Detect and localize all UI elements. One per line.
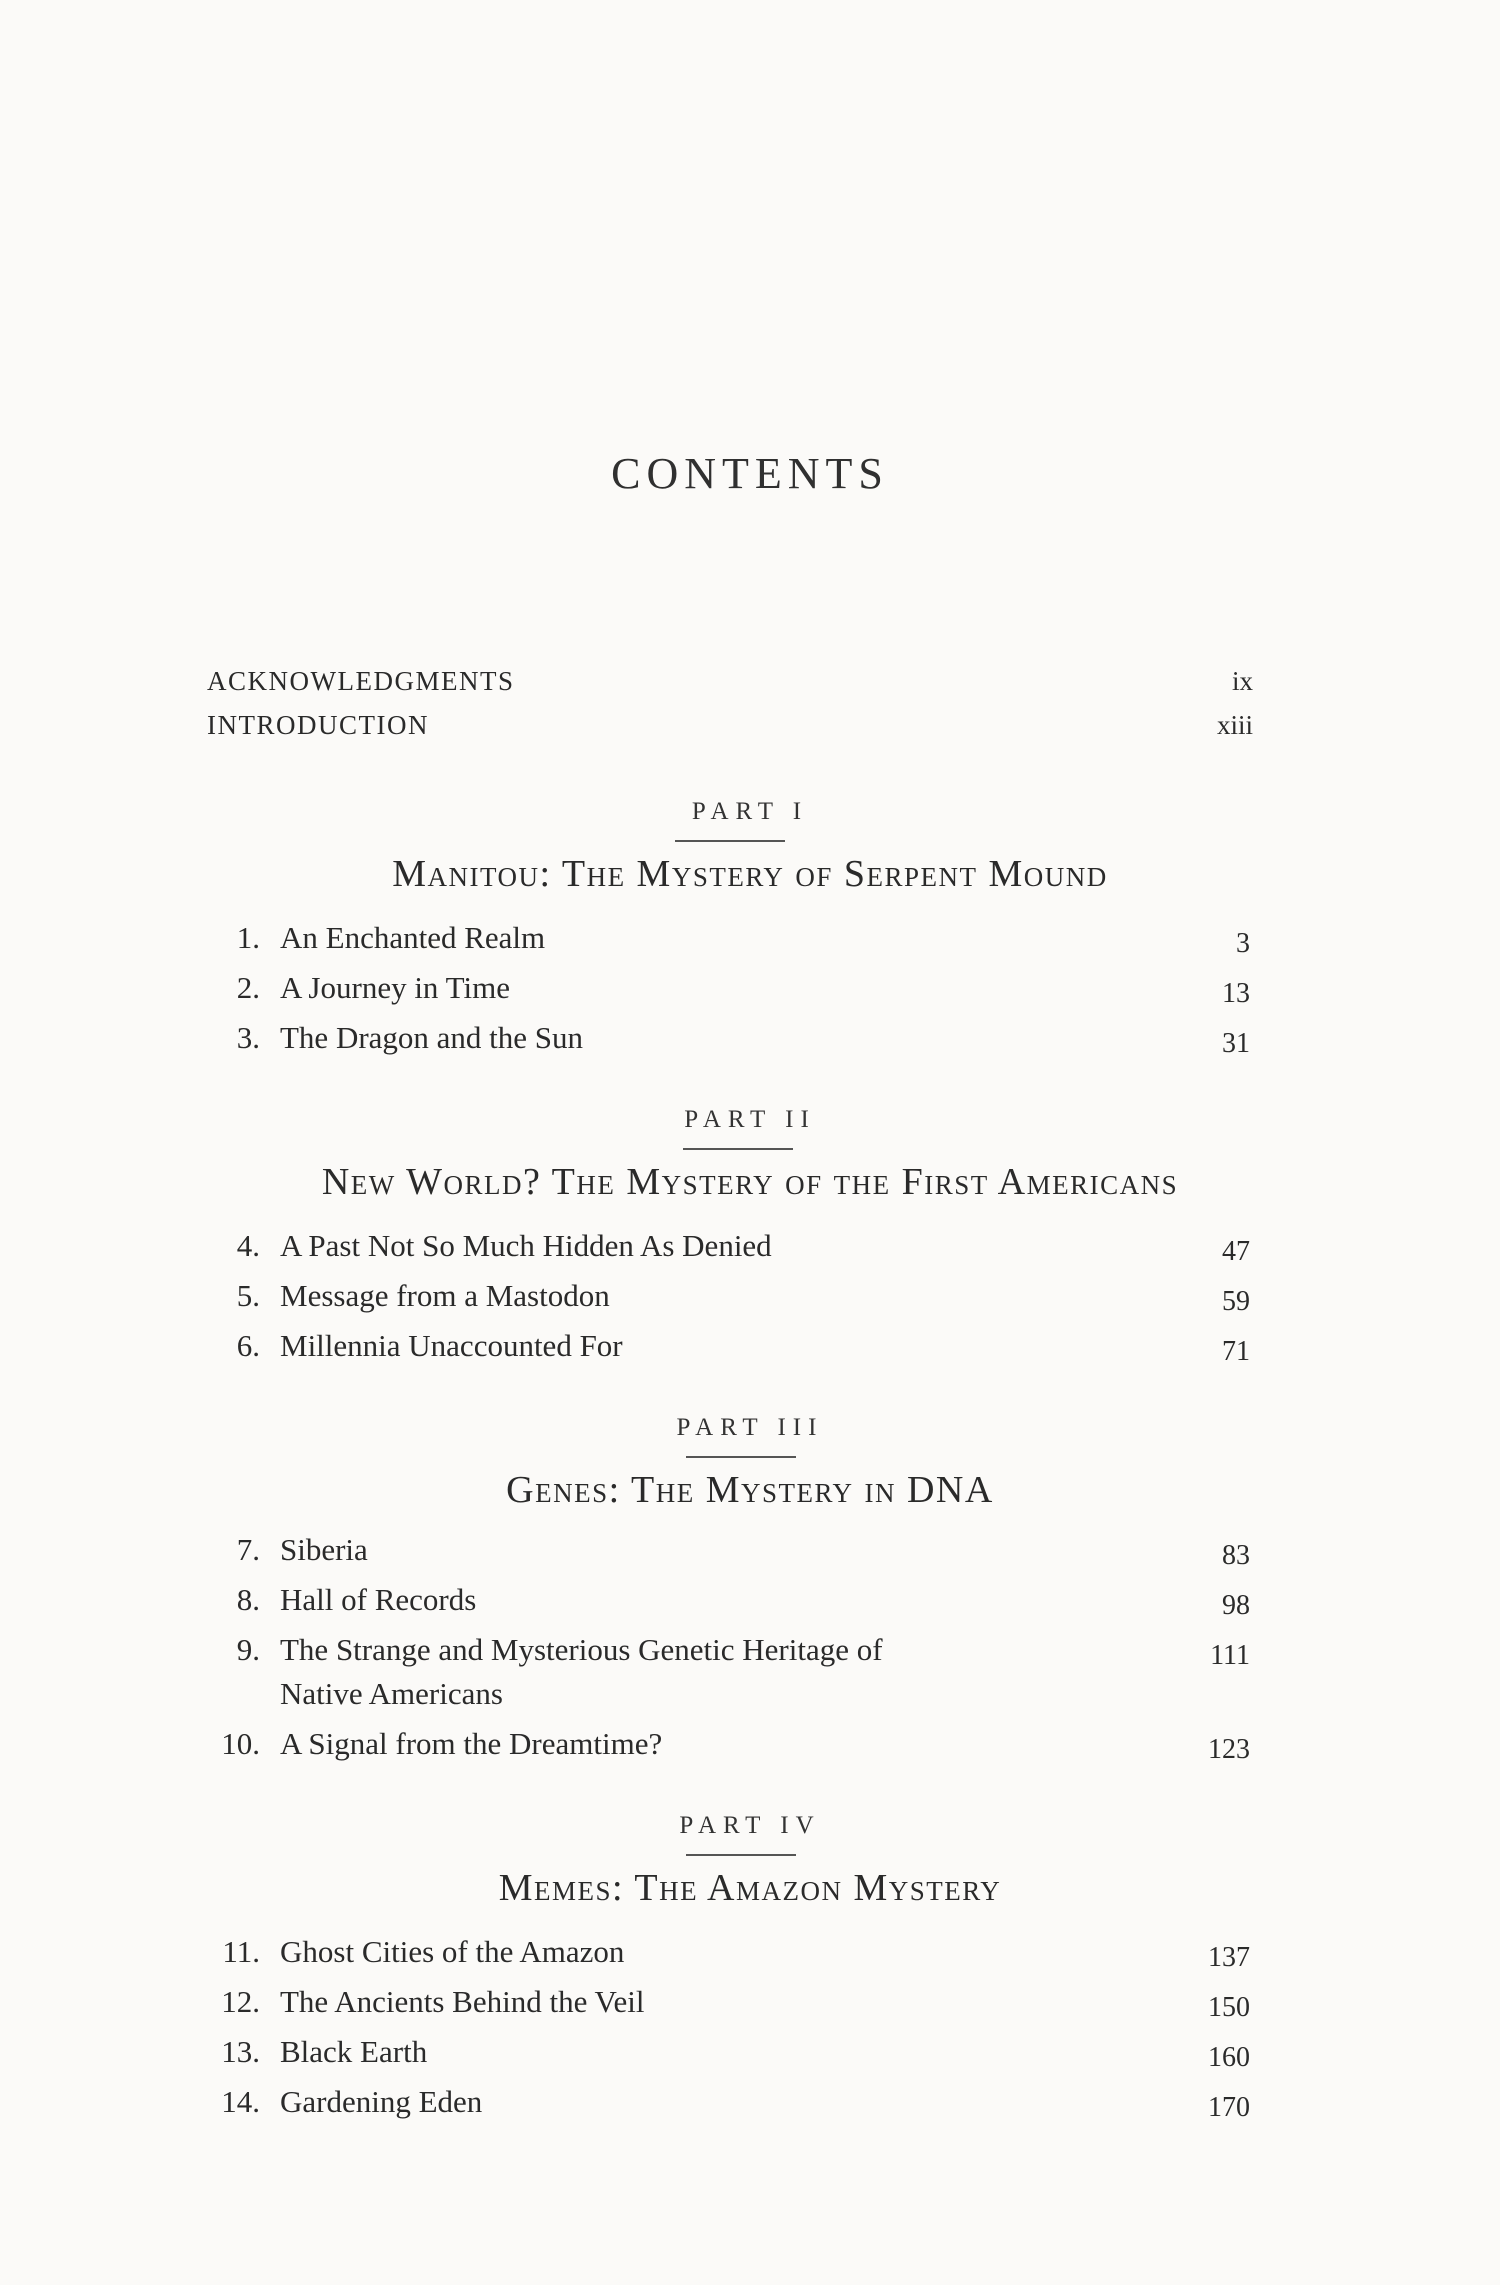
chapter-page: 137 [1208,1942,1250,1973]
chapter-title: A Signal from the Dreamtime? [280,1726,663,1761]
chapter-page: 71 [1222,1336,1250,1367]
part-title: Genes: The Mystery in DNA [506,1469,994,1511]
chapter-number: 2. [236,970,260,1005]
chapter-number: 3. [236,1020,260,1055]
part-divider [683,1148,793,1150]
toc-entry-label: INTRODUCTION [207,710,429,740]
toc-entry-introduction[interactable] [207,710,1253,750]
chapter-title: Gardening Eden [280,2084,483,2119]
chapter-page: 160 [1208,2042,1250,2073]
chapter-number: 13. [221,2034,260,2069]
chapter-title-continued: Native Americans [280,1676,503,1711]
chapter-number: 8. [236,1582,260,1617]
part-divider [675,840,785,842]
chapter-title: Hall of Records [280,1582,477,1617]
chapter-page: 3 [1236,928,1250,959]
chapter-number: 14. [221,2084,260,2119]
toc-entry-acknowledgments[interactable] [207,666,1253,706]
chapter-number: 1. [236,920,260,955]
chapter-number: 12. [221,1984,260,2019]
chapter-page: 111 [1210,1640,1250,1671]
chapter-title: A Journey in Time [280,970,510,1005]
chapter-title: The Ancients Behind the Veil [280,1984,645,2019]
chapter-title: A Past Not So Much Hidden As Denied [280,1228,772,1263]
part-title: Memes: The Amazon Mystery [498,1867,1002,1909]
toc-entry-label: ACKNOWLEDGMENTS [207,666,515,696]
chapter-title: The Strange and Mysterious Genetic Heritage of [280,1632,883,1667]
chapter-title: Message from a Mastodon [280,1278,610,1313]
chapter-number: 5. [236,1278,260,1313]
part-divider [686,1456,796,1458]
toc-entry-page: xiii [1216,710,1253,740]
chapter-title: The Dragon and the Sun [280,1020,584,1055]
chapter-page: 47 [1222,1236,1250,1267]
chapter-number: 9. [236,1632,260,1667]
chapter-page: 98 [1222,1590,1250,1621]
chapter-number: 11. [222,1934,260,1969]
chapter-title: An Enchanted Realm [280,920,546,955]
chapter-page: 13 [1222,978,1250,1009]
part-title: Manitou: The Mystery of Serpent Mound [392,853,1108,895]
page-title: CONTENTS [611,449,889,498]
part-label: PART II [684,1106,816,1133]
chapter-number: 6. [236,1328,260,1363]
toc-entry-page: ix [1231,666,1253,696]
part-label: PART I [691,798,809,825]
part-title: New World? The Mystery of the First Americans [321,1161,1179,1203]
chapter-page: 59 [1222,1286,1250,1317]
chapter-title: Black Earth [280,2034,428,2069]
chapter-number: 7. [236,1532,260,1567]
chapter-page: 170 [1208,2092,1250,2123]
chapter-title: Ghost Cities of the Amazon [280,1934,625,1969]
part-divider [686,1854,796,1856]
chapter-title: Millennia Unaccounted For [280,1328,623,1363]
part-label: PART III [676,1414,824,1441]
chapter-page: 150 [1208,1992,1250,2023]
chapter-title: Siberia [280,1532,368,1567]
chapter-page: 83 [1222,1540,1250,1571]
chapter-page: 123 [1208,1734,1250,1765]
chapter-number: 10. [221,1726,260,1761]
chapter-page: 31 [1222,1028,1250,1059]
chapter-number: 4. [236,1228,260,1263]
part-label: PART IV [679,1812,821,1839]
